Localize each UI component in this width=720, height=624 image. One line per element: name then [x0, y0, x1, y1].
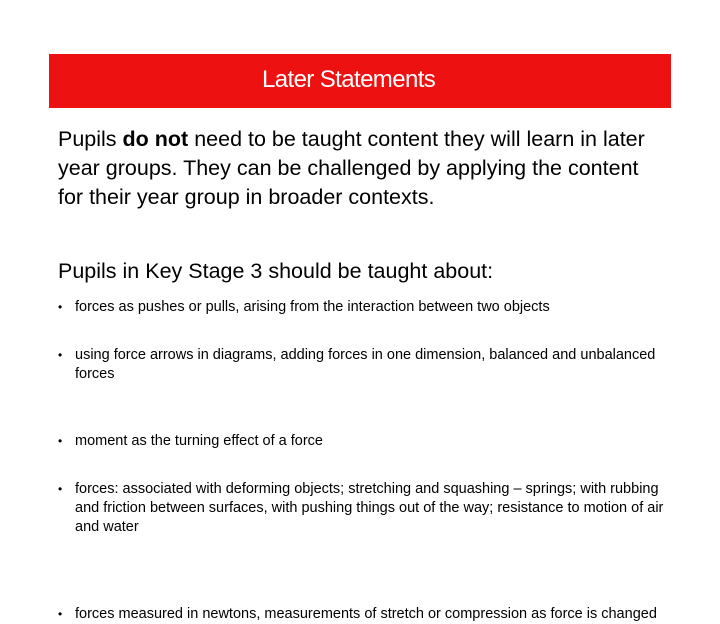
bullet-dot: •	[58, 300, 63, 314]
bullet-dot: •	[58, 607, 63, 621]
bullet-dot: •	[58, 482, 63, 496]
list-item-text: forces as pushes or pulls, arising from the interaction between two objects	[75, 299, 550, 315]
list-item	[58, 346, 668, 384]
bullet-dot: •	[58, 434, 63, 448]
list-item-text: forces: associated with deforming objects; stretching and squashing – springs; with rubbing and friction between surfaces, with pushing things out of the way; resistance to motion of air and water	[75, 481, 664, 535]
slide-title: Later Statements	[262, 66, 436, 93]
bullet-list	[58, 298, 668, 622]
list-item-text: forces measured in newtons, measurements of stretch or compression as force is changed	[75, 606, 657, 622]
bullet-dot: •	[58, 348, 63, 362]
list-item	[58, 480, 668, 537]
list-item-text: using force arrows in diagrams, adding forces in one dimension, balanced and unbalanced forces	[75, 347, 656, 382]
key-stage-heading: Pupils in Key Stage 3 should be taught about:	[58, 259, 494, 283]
list-item-text: moment as the turning effect of a force	[75, 433, 323, 449]
list-item	[58, 298, 668, 317]
intro-text-start: Pupils	[58, 127, 123, 151]
intro-text-end: need to be taught content they will learn in later year groups. They can be challenged by applying the content for their year group in broader contexts.	[58, 127, 645, 209]
intro-emphasis: do not	[122, 127, 189, 151]
intro-paragraph	[58, 125, 668, 212]
list-item	[58, 432, 668, 451]
list-item	[58, 605, 668, 624]
